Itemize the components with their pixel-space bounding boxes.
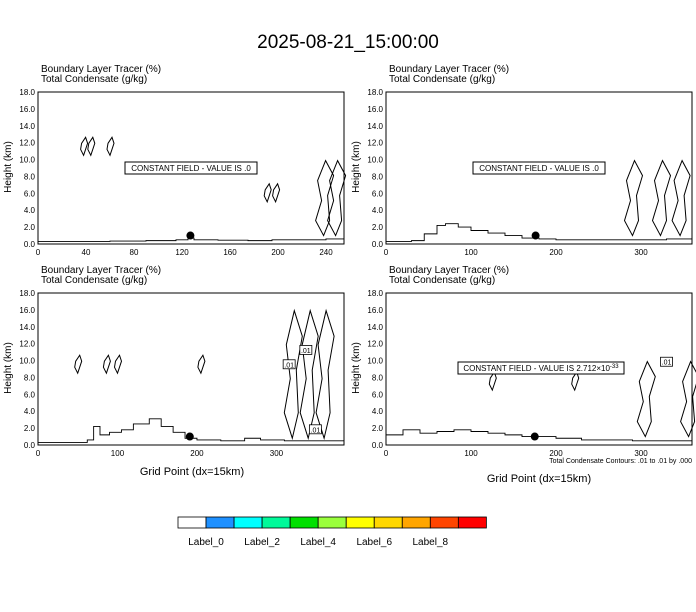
y-tick-label: 8.0 bbox=[371, 373, 383, 383]
colorbar-swatch bbox=[458, 517, 486, 528]
y-tick-label: 10.0 bbox=[19, 356, 35, 366]
colorbar bbox=[178, 517, 486, 548]
panel-title-line1: Boundary Layer Tracer (%) bbox=[389, 265, 510, 276]
y-tick-label: 12.0 bbox=[367, 339, 383, 349]
y-tick-label: 18.0 bbox=[367, 289, 383, 298]
colorbar-swatch bbox=[178, 517, 206, 528]
contour-label: .01 bbox=[284, 362, 295, 370]
y-tick-label: 12.0 bbox=[19, 138, 35, 148]
plot-area bbox=[38, 293, 344, 445]
y-axis-label: Height (km) bbox=[3, 342, 14, 394]
x-tick-label: 100 bbox=[464, 449, 478, 458]
contour-label: .01 bbox=[661, 359, 672, 367]
panel-sw-ne bbox=[351, 64, 692, 257]
y-tick-label: 16.0 bbox=[367, 104, 383, 114]
contour-label: .01 bbox=[310, 427, 321, 435]
y-tick-label: 10.0 bbox=[19, 155, 35, 165]
y-tick-label: 6.0 bbox=[23, 390, 35, 400]
y-tick-label: 14.0 bbox=[367, 121, 383, 131]
y-tick-label: 16.0 bbox=[19, 305, 35, 315]
y-tick-label: 0.0 bbox=[371, 441, 383, 450]
y-tick-label: 6.0 bbox=[23, 189, 35, 199]
y-tick-label: 2.0 bbox=[23, 223, 35, 233]
y-tick-label: 18.0 bbox=[367, 88, 383, 97]
x-tick-label: 100 bbox=[110, 449, 125, 458]
colorbar-label: Label_2 bbox=[244, 537, 280, 548]
x-tick-label: 160 bbox=[223, 248, 237, 257]
x-tick-label: 200 bbox=[190, 449, 204, 458]
panel-title-line2: Total Condensate (g/kg) bbox=[389, 275, 496, 286]
y-tick-label: 14.0 bbox=[19, 121, 35, 131]
colorbar-label: Label_0 bbox=[188, 537, 224, 548]
colorbar-swatch bbox=[402, 517, 430, 528]
x-tick-label: 300 bbox=[634, 449, 648, 458]
colorbar-label: Label_6 bbox=[356, 537, 393, 548]
x-tick-label: 80 bbox=[129, 248, 139, 257]
y-tick-label: 12.0 bbox=[19, 339, 35, 349]
y-tick-label: 6.0 bbox=[371, 189, 383, 199]
y-tick-label: 4.0 bbox=[23, 206, 35, 216]
annotation-box bbox=[125, 162, 257, 174]
y-tick-label: 2.0 bbox=[23, 424, 35, 434]
x-tick-label: 300 bbox=[269, 449, 284, 458]
x-tick-label: 0 bbox=[383, 449, 389, 458]
y-tick-label: 18.0 bbox=[19, 88, 35, 97]
x-tick-label: 300 bbox=[634, 248, 648, 257]
panel-title-line2: Total Condensate (g/kg) bbox=[41, 275, 148, 286]
annotation-text: CONSTANT FIELD - VALUE IS .0 bbox=[131, 164, 251, 173]
x-tick-label: 100 bbox=[464, 248, 478, 257]
colorbar-swatch bbox=[318, 517, 346, 528]
y-tick-label: 0.0 bbox=[23, 240, 35, 249]
footnote: Total Condensate Contours: .01 to .01 by .000 bbox=[549, 458, 692, 465]
panel-title-line2: Total Condensate (g/kg) bbox=[41, 74, 148, 85]
y-tick-label: 0.0 bbox=[371, 240, 383, 249]
y-tick-label: 6.0 bbox=[371, 390, 383, 400]
x-axis-label: Grid Point (dx=15km) bbox=[486, 473, 592, 485]
x-tick-label: 120 bbox=[175, 248, 189, 257]
y-axis-label: Height (km) bbox=[3, 141, 14, 193]
y-tick-label: 18.0 bbox=[19, 289, 35, 298]
annotation-text: CONSTANT FIELD - VALUE IS .0 bbox=[479, 164, 599, 173]
y-tick-label: 4.0 bbox=[371, 407, 383, 417]
y-tick-label: 10.0 bbox=[367, 356, 383, 366]
contour-label: .01 bbox=[300, 347, 311, 355]
y-tick-label: 10.0 bbox=[367, 155, 383, 165]
colorbar-swatch bbox=[262, 517, 290, 528]
annotation-exponent: -33 bbox=[609, 364, 619, 370]
location-marker bbox=[531, 433, 539, 441]
y-tick-label: 0.0 bbox=[23, 441, 35, 450]
panel-west-east bbox=[3, 265, 344, 478]
annotation-text bbox=[463, 364, 619, 373]
y-tick-label: 2.0 bbox=[371, 424, 383, 434]
panel-title-line1: Boundary Layer Tracer (%) bbox=[389, 64, 510, 75]
y-tick-label: 16.0 bbox=[367, 305, 383, 315]
x-tick-label: 40 bbox=[81, 248, 91, 257]
x-tick-label: 200 bbox=[549, 248, 563, 257]
x-tick-label: 0 bbox=[35, 449, 41, 458]
panel-title-line1: Boundary Layer Tracer (%) bbox=[41, 64, 162, 75]
plot-frame bbox=[38, 293, 344, 445]
figure-title: 2025-08-21_15:00:00 bbox=[257, 32, 439, 53]
colorbar-swatch bbox=[206, 517, 234, 528]
y-axis-label: Height (km) bbox=[351, 141, 362, 193]
colorbar-swatch bbox=[430, 517, 458, 528]
x-tick-label: 0 bbox=[383, 248, 389, 257]
x-tick-label: 0 bbox=[35, 248, 41, 257]
colorbar-label: Label_4 bbox=[300, 537, 336, 548]
y-tick-label: 8.0 bbox=[371, 172, 383, 182]
annotation-mantissa: CONSTANT FIELD - VALUE IS 2.712×10 bbox=[463, 364, 610, 373]
y-tick-label: 12.0 bbox=[367, 138, 383, 148]
location-marker bbox=[186, 232, 194, 240]
y-tick-label: 2.0 bbox=[371, 223, 383, 233]
colorbar-label: Label_8 bbox=[412, 537, 449, 548]
panel-title-line1: Boundary Layer Tracer (%) bbox=[41, 265, 162, 276]
y-tick-label: 8.0 bbox=[23, 172, 35, 182]
panel-title-line2: Total Condensate (g/kg) bbox=[389, 74, 496, 85]
y-axis-label: Height (km) bbox=[351, 342, 362, 394]
x-tick-label: 200 bbox=[549, 449, 563, 458]
x-axis-label: Grid Point (dx=15km) bbox=[139, 466, 245, 478]
location-marker bbox=[186, 433, 194, 441]
colorbar-swatch bbox=[374, 517, 402, 528]
annotation-box bbox=[458, 362, 624, 374]
x-tick-label: 240 bbox=[319, 248, 333, 257]
y-tick-label: 14.0 bbox=[367, 322, 383, 332]
annotation-box bbox=[473, 162, 605, 174]
y-tick-label: 16.0 bbox=[19, 104, 35, 114]
y-tick-label: 8.0 bbox=[23, 373, 35, 383]
y-tick-label: 14.0 bbox=[19, 322, 35, 332]
x-tick-label: 200 bbox=[271, 248, 285, 257]
y-tick-label: 4.0 bbox=[371, 206, 383, 216]
colorbar-swatch bbox=[346, 517, 374, 528]
panel-south-north bbox=[3, 64, 346, 257]
colorbar-swatch bbox=[234, 517, 262, 528]
panel-nw-se bbox=[351, 265, 696, 485]
location-marker bbox=[532, 232, 540, 240]
colorbar-swatch bbox=[290, 517, 318, 528]
y-tick-label: 4.0 bbox=[23, 407, 35, 417]
